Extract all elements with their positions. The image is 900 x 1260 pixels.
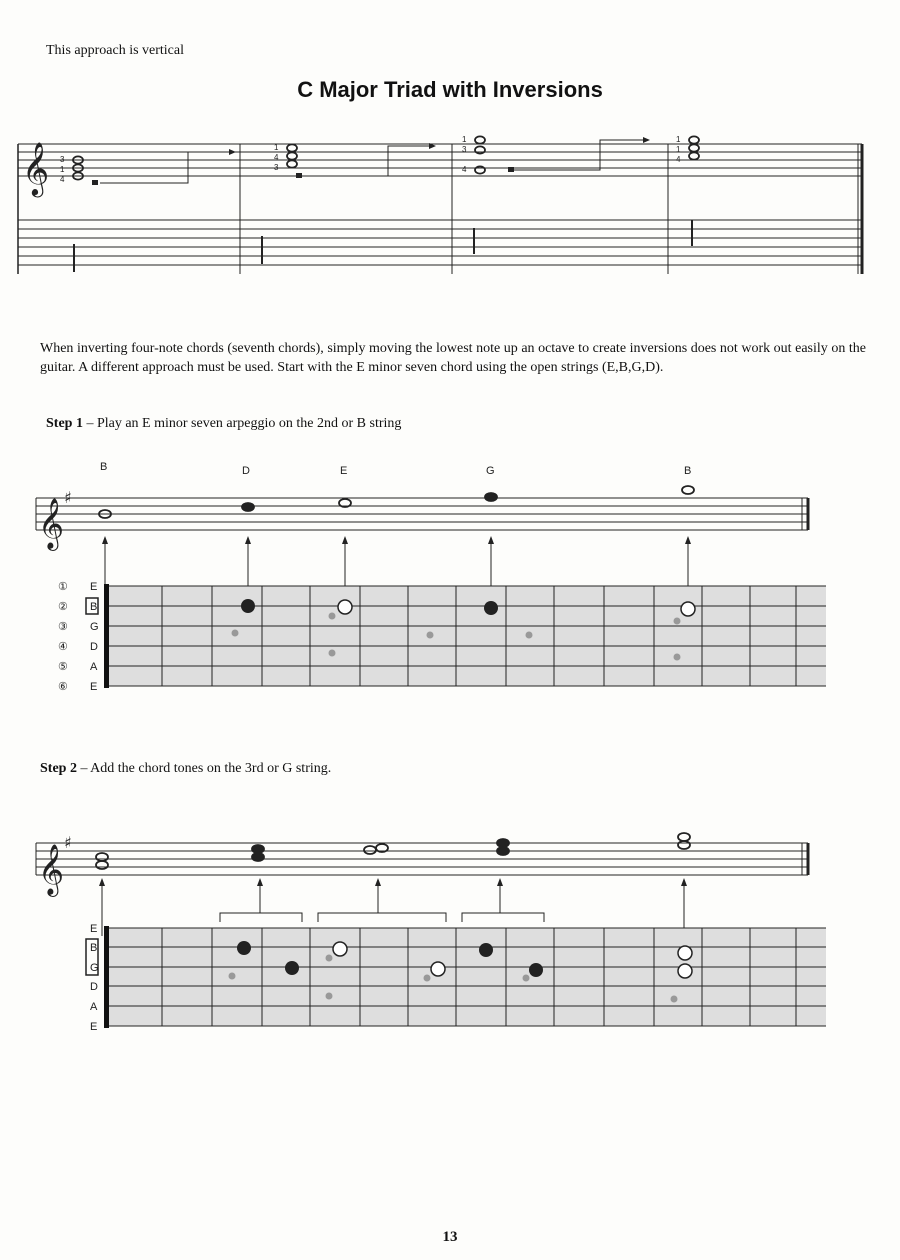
triad-chords <box>73 136 699 179</box>
svg-text:B: B <box>100 461 108 473</box>
svg-text:B: B <box>90 601 98 613</box>
page-number: 13 <box>442 1229 458 1245</box>
intro-paragraph: When inverting four-note chords (seventh chords), simply moving the lowest note up an octave to create inversions does not work out easily on the guitar. A different approach must be used. Start with the E minor seven chord using the open strings (E,B,G,D). <box>40 341 866 375</box>
svg-text:1: 1 <box>676 145 681 154</box>
svg-text:D: D <box>90 981 98 993</box>
step1-text: – Play an E minor seven arpeggio on the 2nd or B string <box>82 416 402 431</box>
svg-text:1: 1 <box>274 143 279 152</box>
svg-text:⑤: ⑤ <box>58 661 68 673</box>
svg-text:E: E <box>340 465 348 477</box>
sharp-icon: ♯ <box>64 488 72 507</box>
svg-text:G: G <box>90 621 99 633</box>
header-note: This approach is vertical <box>46 43 185 58</box>
step2-arrowheads <box>99 878 687 886</box>
treble-clef-icon: 𝄞 <box>38 498 65 549</box>
step1-arrowheads <box>102 536 691 544</box>
svg-text:A: A <box>90 661 98 673</box>
svg-text:①: ① <box>58 581 68 593</box>
svg-text:G: G <box>90 962 99 974</box>
svg-text:4: 4 <box>676 155 681 164</box>
svg-text:④: ④ <box>58 641 68 653</box>
svg-text:3: 3 <box>462 145 467 154</box>
svg-text:E: E <box>90 681 98 693</box>
triad-staff <box>18 140 862 274</box>
svg-text:②: ② <box>58 601 68 613</box>
svg-text:1: 1 <box>676 135 681 144</box>
step1-label: Step 1 <box>46 416 83 431</box>
svg-text:B: B <box>684 465 692 477</box>
step1-notes <box>99 486 694 518</box>
svg-text:⑥: ⑥ <box>58 681 68 693</box>
step2-label: Step 2 <box>40 761 77 776</box>
svg-text:3: 3 <box>60 155 65 164</box>
svg-text:D: D <box>242 465 250 477</box>
svg-text:3: 3 <box>274 163 279 172</box>
triad-tab-marks <box>74 220 692 272</box>
svg-text:A: A <box>90 1001 98 1013</box>
page-title: C Major Triad with Inversions <box>297 77 603 102</box>
treble-clef-icon: 𝄞 <box>38 844 65 895</box>
svg-text:B: B <box>90 942 98 954</box>
step1-string-numbers <box>58 581 68 693</box>
svg-text:1: 1 <box>60 165 65 174</box>
svg-text:G: G <box>486 465 495 477</box>
svg-text:E: E <box>90 581 98 593</box>
step2-fretboard <box>104 926 826 1028</box>
step1-staff <box>36 498 808 530</box>
svg-text:③: ③ <box>58 621 68 633</box>
svg-text:4: 4 <box>462 165 467 174</box>
svg-text:4: 4 <box>60 175 65 184</box>
step1-note-names <box>100 461 691 477</box>
step2-text: – Add the chord tones on the 3rd or G string. <box>76 761 332 776</box>
step1-fretboard <box>104 584 826 688</box>
sharp-icon: ♯ <box>64 833 72 852</box>
treble-clef-icon: 𝄞 <box>22 141 50 195</box>
svg-text:4: 4 <box>274 153 279 162</box>
step2-staff <box>36 843 808 875</box>
svg-text:D: D <box>90 641 98 653</box>
svg-text:E: E <box>90 923 98 935</box>
svg-text:E: E <box>90 1021 98 1033</box>
svg-text:1: 1 <box>462 135 467 144</box>
